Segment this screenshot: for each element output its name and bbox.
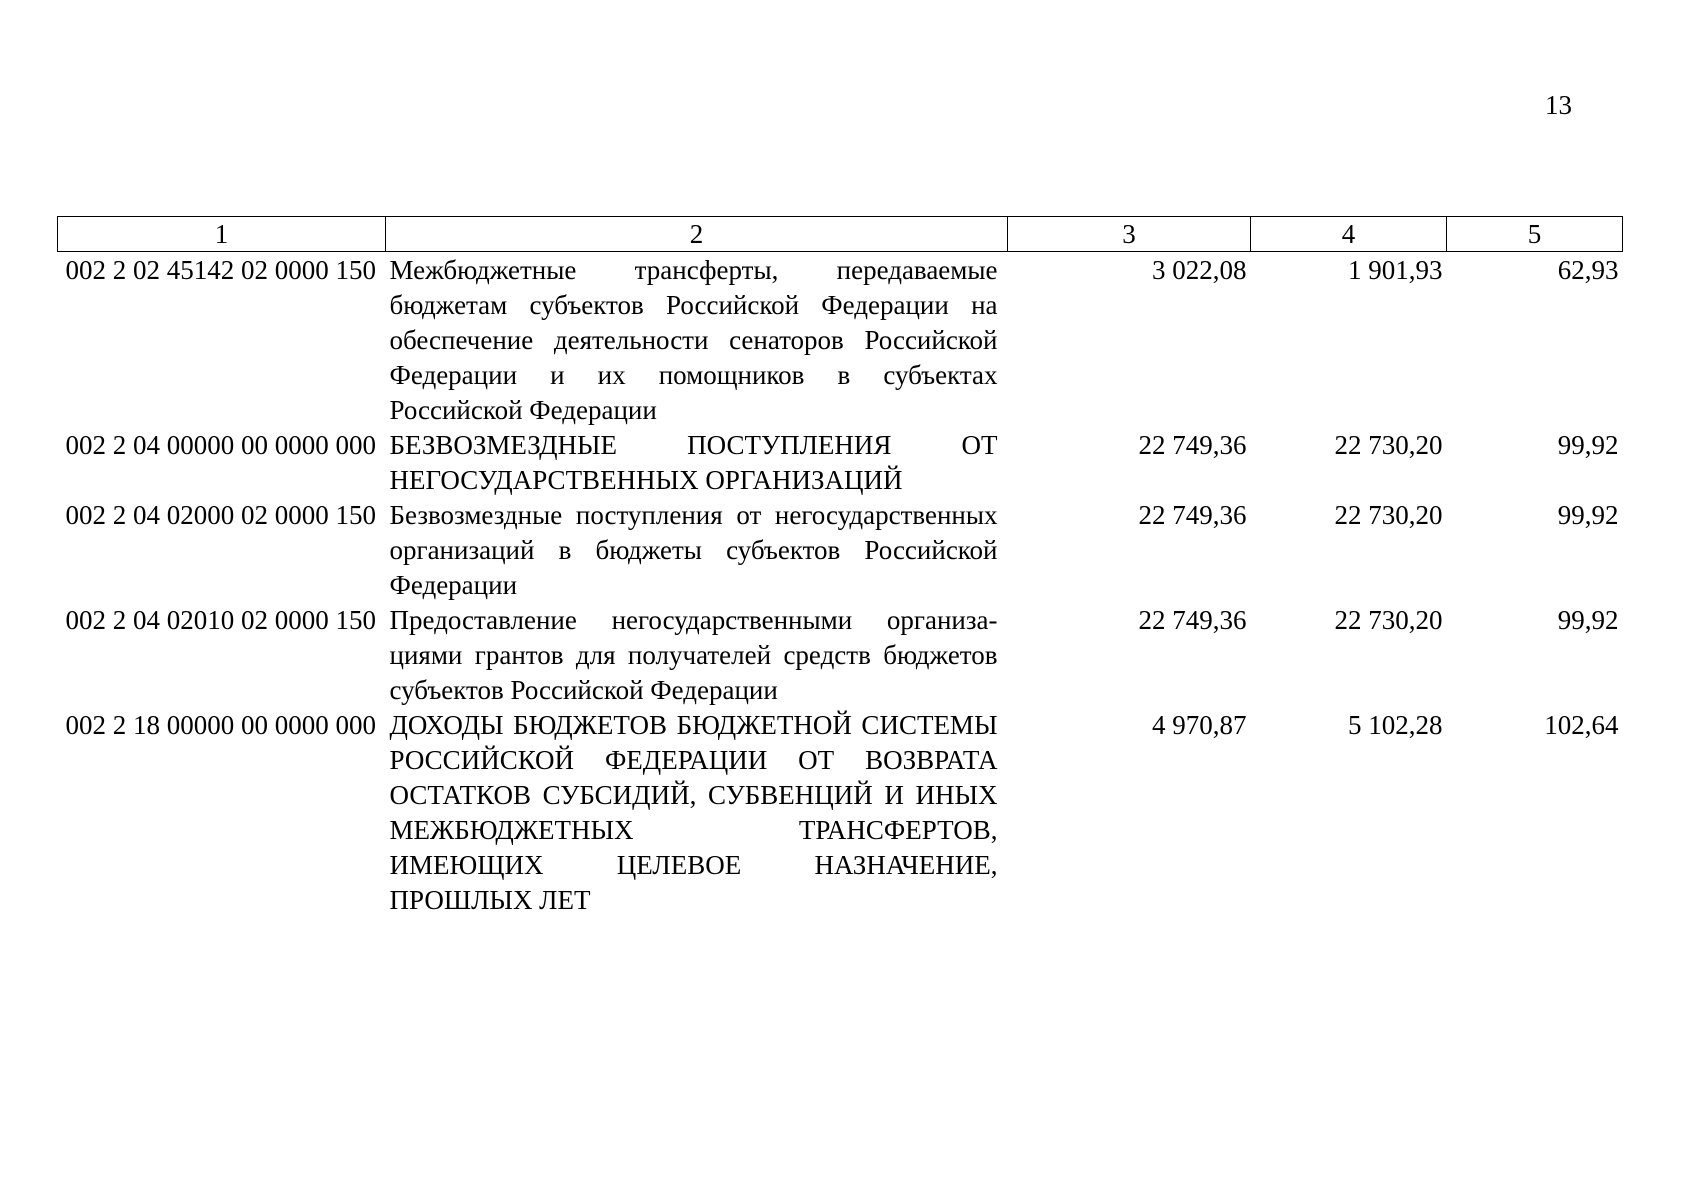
budget-code: 002 2 18 00000 00 0000 000 <box>65 710 376 740</box>
value-col-3: 22 749,36 <box>1138 605 1247 635</box>
budget-code: 002 2 02 45142 02 0000 150 <box>65 255 376 285</box>
value-col-4: 22 730,20 <box>1334 430 1443 460</box>
value-col-5: 99,92 <box>1557 605 1619 635</box>
header-col-3: 3 <box>1008 217 1251 252</box>
row-description: Предоставление негосударственными организациями грантов для получателей средств бюджетов субъектов Российской Федерации <box>389 605 998 705</box>
value-col-5: 102,64 <box>1544 710 1619 740</box>
row-description: Межбюджетные трансферты, передаваемые бюджетам субъектов Российской Федерации на обеспечение деятельности сенаторов Российской Федерации и их помощников в субъектах Российской Федерации <box>389 255 998 425</box>
table-row <box>58 603 1623 708</box>
header-col-1: 1 <box>58 217 386 252</box>
value-col-3: 22 749,36 <box>1138 500 1247 530</box>
page-number: 13 <box>1545 90 1572 120</box>
budget-table <box>57 216 1623 918</box>
value-col-3: 22 749,36 <box>1138 430 1247 460</box>
row-description: ДОХОДЫ БЮДЖЕТОВ БЮДЖЕТНОЙ СИСТЕМЫ РОССИЙСКОЙ ФЕДЕРАЦИИ ОТ ВОЗВРАТА ОСТАТКОВ СУБСИДИЙ, СУБВЕНЦИЙ И ИНЫХ МЕЖБЮДЖЕТНЫХ ТРАНСФЕРТОВ, ИМЕЮЩИХ ЦЕЛЕВОЕ НАЗНАЧЕНИЕ, ПРОШЛЫХ ЛЕТ <box>389 710 998 915</box>
row-description: БЕЗВОЗМЕЗДНЫЕ ПОСТУПЛЕНИЯ ОТ НЕГОСУДАРСТВЕННЫХ ОРГАНИЗАЦИЙ <box>389 430 998 495</box>
value-col-3: 3 022,08 <box>1152 255 1247 285</box>
value-col-5: 99,92 <box>1557 430 1619 460</box>
value-col-5: 99,92 <box>1557 500 1619 530</box>
header-row <box>58 217 1623 252</box>
header-col-2: 2 <box>386 217 1008 252</box>
budget-code: 002 2 04 00000 00 0000 000 <box>65 430 376 460</box>
value-col-4: 22 730,20 <box>1334 605 1443 635</box>
header-col-5: 5 <box>1447 217 1623 252</box>
table-row <box>58 428 1623 498</box>
value-col-5: 62,93 <box>1557 255 1619 285</box>
table-row <box>58 252 1623 429</box>
value-col-3: 4 970,87 <box>1152 710 1247 740</box>
table-row <box>58 708 1623 918</box>
value-col-4: 1 901,93 <box>1348 255 1443 285</box>
header-col-4: 4 <box>1251 217 1447 252</box>
table-body <box>58 252 1623 919</box>
table-row <box>58 498 1623 603</box>
budget-code: 002 2 04 02010 02 0000 150 <box>65 605 376 635</box>
table-header <box>58 217 1623 252</box>
row-description: Безвозмездные поступления от негосударственных организаций в бюджеты субъектов Российской Федерации <box>389 500 998 600</box>
value-col-4: 22 730,20 <box>1334 500 1443 530</box>
value-col-4: 5 102,28 <box>1348 710 1443 740</box>
budget-code: 002 2 04 02000 02 0000 150 <box>65 500 376 530</box>
